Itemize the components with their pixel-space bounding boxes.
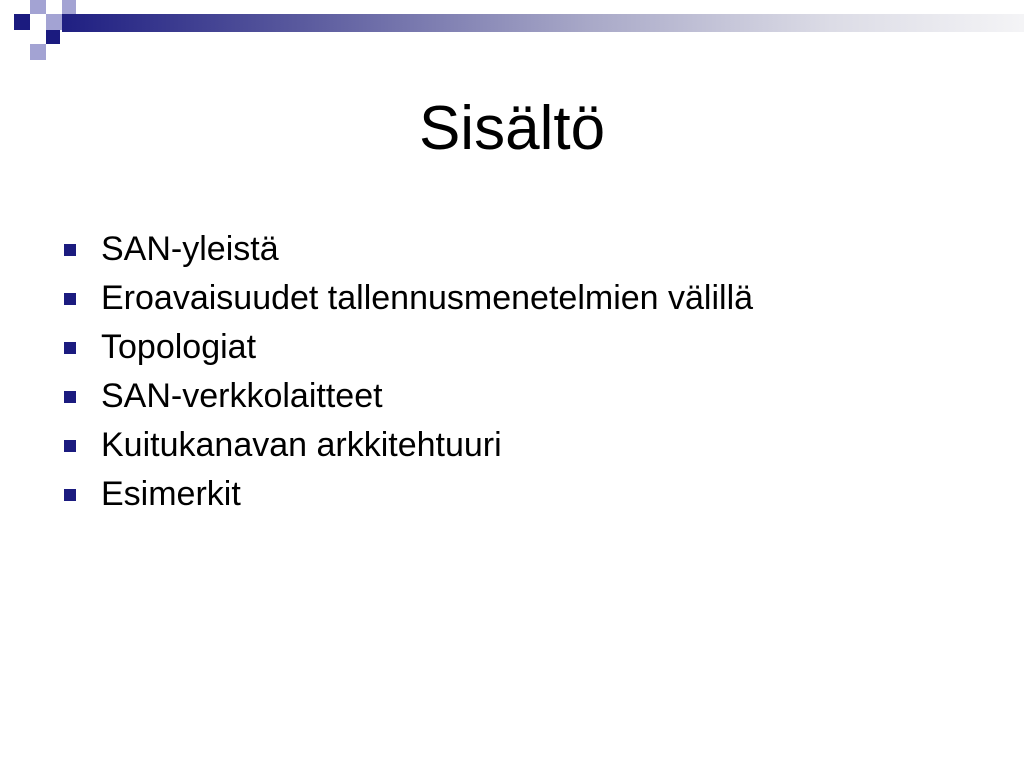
square-bullet-icon bbox=[64, 293, 76, 305]
bullet-text: Eroavaisuudet tallennusmenetelmien välillä bbox=[101, 279, 754, 317]
square-bullet-icon bbox=[64, 489, 76, 501]
decor-square-light bbox=[46, 14, 62, 30]
square-bullet-icon bbox=[64, 440, 76, 452]
bullet-text: Topologiat bbox=[101, 328, 257, 366]
decor-square-light bbox=[30, 44, 46, 60]
header-gradient-bar bbox=[62, 14, 1024, 32]
square-bullet-icon bbox=[64, 342, 76, 354]
decor-square-light bbox=[30, 0, 46, 14]
slide-title: Sisältö bbox=[418, 94, 606, 163]
bullet-item bbox=[64, 323, 964, 372]
bullet-text: Kuitukanavan arkkitehtuuri bbox=[101, 426, 502, 464]
decor-square-light bbox=[62, 0, 76, 14]
content-bullet-list bbox=[64, 225, 964, 519]
bullet-item bbox=[64, 225, 964, 274]
bullet-text: Esimerkit bbox=[101, 475, 241, 513]
decor-square-navy bbox=[46, 30, 60, 44]
square-bullet-icon bbox=[64, 391, 76, 403]
bullet-item bbox=[64, 372, 964, 421]
bullet-text: SAN-verkkolaitteet bbox=[101, 377, 383, 415]
bullet-item bbox=[64, 421, 964, 470]
bullet-text: SAN-yleistä bbox=[101, 230, 279, 268]
bullet-item bbox=[64, 274, 964, 323]
decor-square-navy bbox=[14, 14, 30, 30]
square-bullet-icon bbox=[64, 244, 76, 256]
bullet-item bbox=[64, 470, 964, 519]
